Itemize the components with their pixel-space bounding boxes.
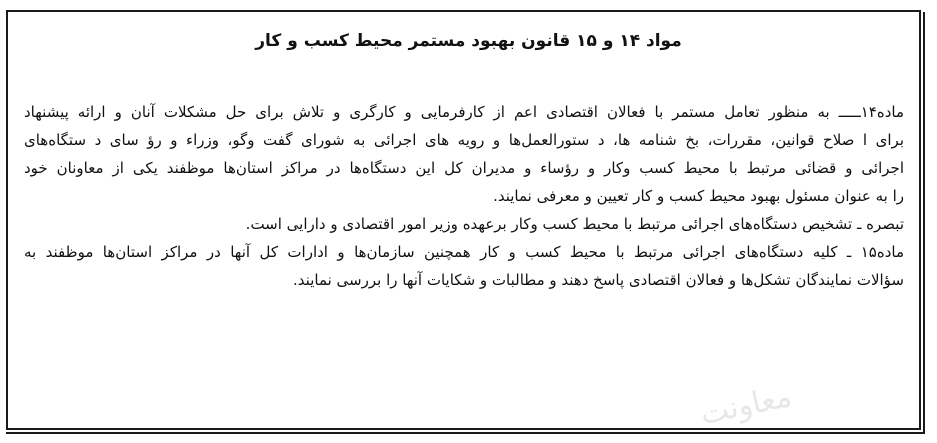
frame-shadow-right bbox=[923, 12, 925, 434]
frame-shadow-bottom bbox=[6, 432, 923, 434]
document-body bbox=[24, 98, 904, 294]
article-14-line-3: اجرائی و قضائی مرتبط با محیط کسب وکار و رؤساء و مدیران کل این دستگاه‌ها در مراکز استان‌ها موظفند یکی از معاونان خود bbox=[24, 159, 904, 177]
article-14-line-2: برای ا صلاح قوانین، مقررات، بخ شنامه ها، د ستورالعمل‌ها و رویه های اجرائی به شورای گفت وگو، وزراء و رؤ سای د ستگاه‌های bbox=[24, 131, 904, 149]
article-15-line-1: ماده۱۵ ـ کلیه دستگاه‌های اجرائی مرتبط با محیط کسب و کار همچنین سازمان‌ها و ادارات کل آنها در مراکز استان‌ها موظفند به bbox=[24, 243, 904, 261]
article-14-line-1: ماده۱۴ـــــ به منظور تعامل مستمر با فعالان اقتصادی اعم از کارفرمایی و کارگری و تلاش برای حل مشکلات آنان و ارائه پیشنهاد bbox=[24, 103, 904, 121]
document-title: مواد ۱۴ و ۱۵ قانون بهبود مستمر محیط کسب و کار bbox=[255, 31, 682, 51]
article-14-line-4: را به عنوان مسئول بهبود محیط کسب و کار تعیین و معرفی نمایند. bbox=[493, 187, 904, 205]
note-line: تبصره ـ تشخیص دستگاه‌های اجرائی مرتبط با محیط کسب وکار برعهده وزیر امور اقتصادی و دارایی است. bbox=[245, 215, 904, 233]
watermark: معاونت bbox=[697, 378, 795, 433]
article-15-line-2: سؤالات نمایندگان تشکل‌ها و فعالان اقتصادی پاسخ دهند و مطالبات و شکایات آنها را بررسی نمایند. bbox=[293, 271, 904, 289]
